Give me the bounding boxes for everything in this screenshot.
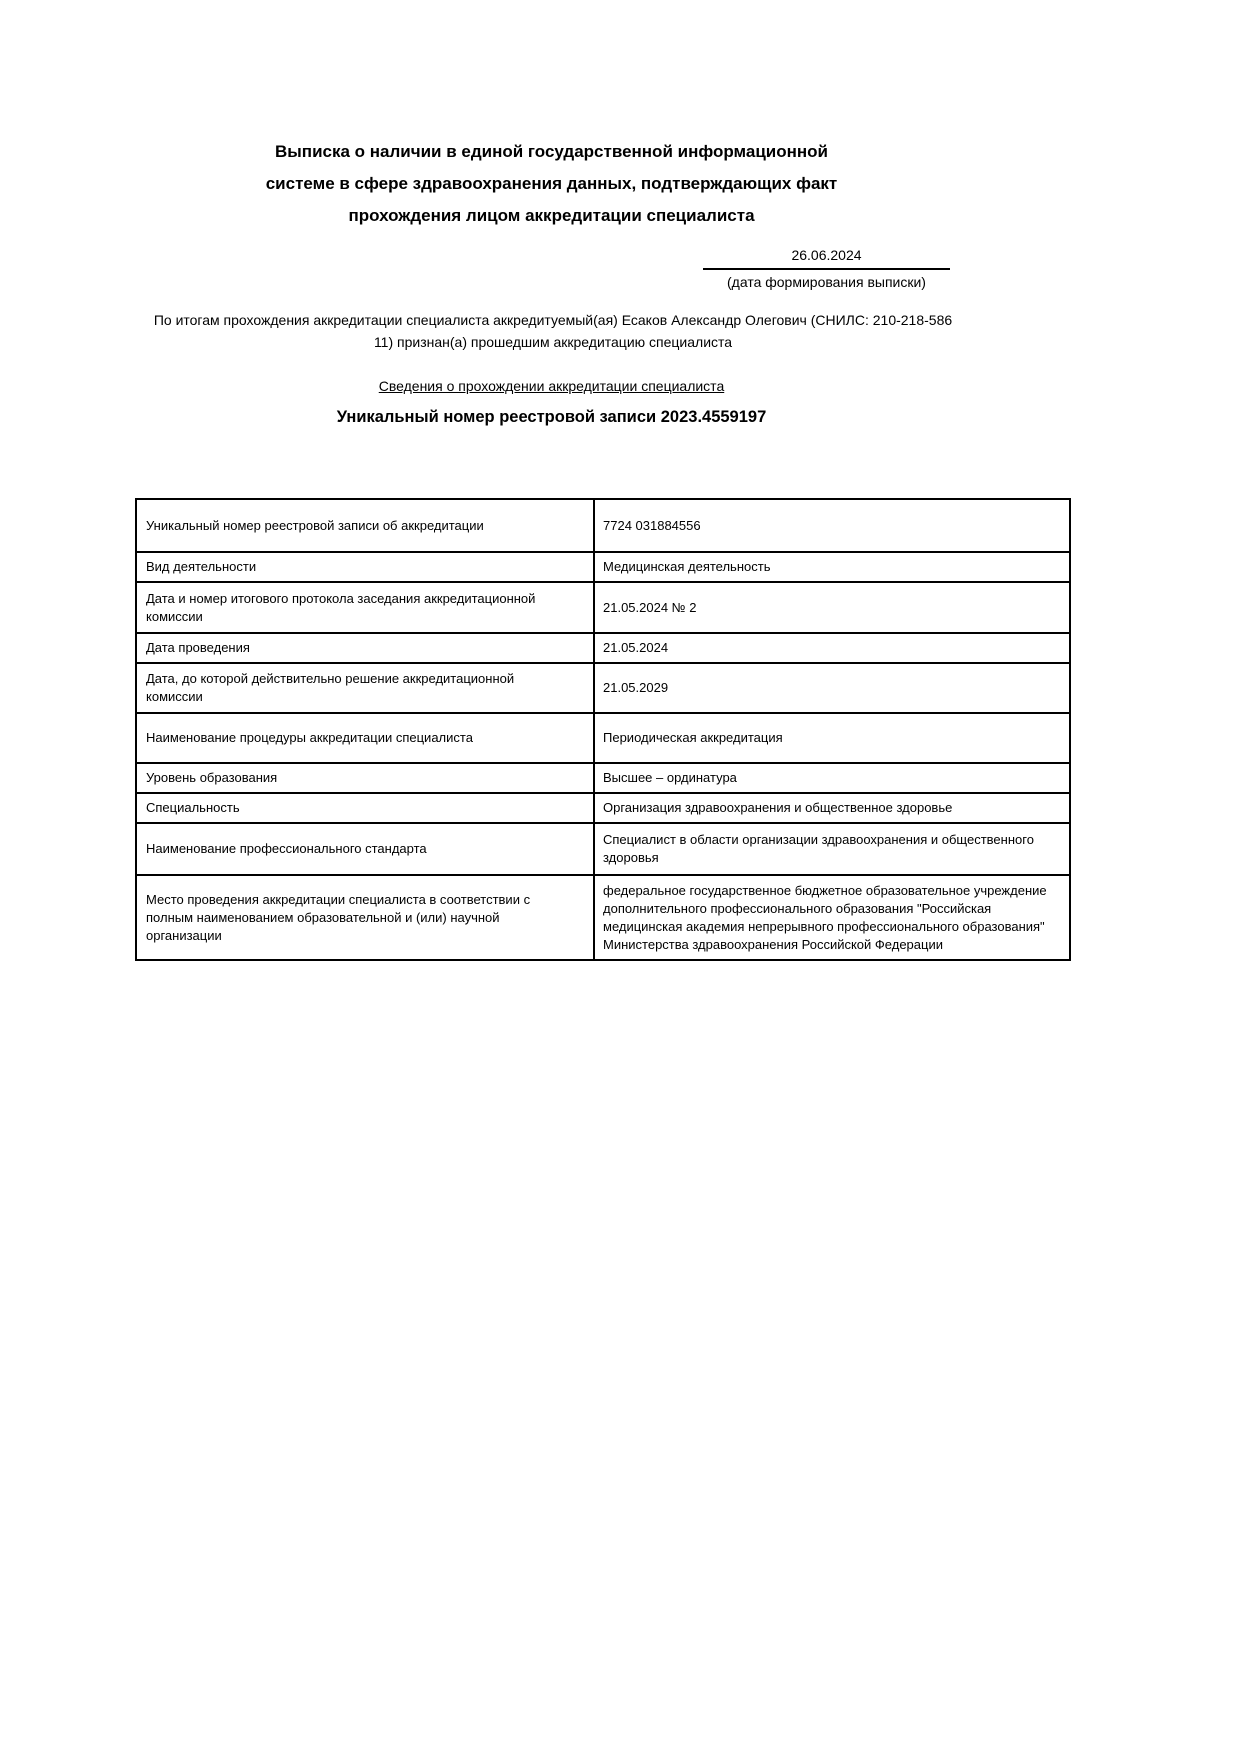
row-value-cell: 7724 031884556	[594, 499, 1070, 552]
table-row-valid-until	[136, 663, 1070, 713]
row-label-cell: Специальность	[136, 793, 594, 823]
row-value-cell: Организация здравоохранения и общественное здоровье	[594, 793, 1070, 823]
row-label-cell: Наименование профессионального стандарта	[136, 823, 594, 875]
row-label-cell: Дата и номер итогового протокола заседания аккредитационной комиссии	[136, 582, 594, 633]
table-row-specialty	[136, 793, 1070, 823]
row-value-cell: 21.05.2024 № 2	[594, 582, 1070, 633]
row-label-cell: Вид деятельности	[136, 552, 594, 582]
issue-date: 26.06.2024	[703, 246, 950, 270]
table-row-accreditation-place	[136, 875, 1070, 960]
row-label-cell: Уровень образования	[136, 763, 594, 793]
issue-date-block	[703, 246, 950, 291]
document-title-line-2: системе в сфере здравоохранения данных, подтверждающих факт	[265, 174, 838, 193]
table-row-registry-number	[136, 499, 1070, 552]
registry-number-heading: Уникальный номер реестровой записи 2023.4559197	[336, 408, 767, 426]
row-label-cell: Дата проведения	[136, 633, 594, 663]
table-row-education-level	[136, 763, 1070, 793]
document-title	[135, 136, 968, 232]
row-value-cell: Высшее – ординатура	[594, 763, 1070, 793]
row-value-cell: Специалист в области организации здравоохранения и общественного здоровья	[594, 823, 1070, 875]
accreditation-table	[135, 498, 1071, 961]
row-label-cell: Дата, до которой действительно решение аккредитационной комиссии	[136, 663, 594, 713]
row-label-cell: Наименование процедуры аккредитации специалиста	[136, 713, 594, 763]
row-label-cell: Уникальный номер реестровой записи об аккредитации	[136, 499, 594, 552]
table-row-protocol	[136, 582, 1070, 633]
issue-date-caption: (дата формирования выписки)	[727, 274, 926, 290]
row-value-cell: Периодическая аккредитация	[594, 713, 1070, 763]
document-title-line-1: Выписка о наличии в единой государственной информационной	[275, 142, 828, 161]
document-title-line-3: прохождения лицом аккредитации специалиста	[348, 206, 755, 225]
row-value-cell: Медицинская деятельность	[594, 552, 1070, 582]
row-value-cell: 21.05.2029	[594, 663, 1070, 713]
table-row-date-held	[136, 633, 1070, 663]
row-value-cell: 21.05.2024	[594, 633, 1070, 663]
table-row-procedure-name	[136, 713, 1070, 763]
row-value-cell: федеральное государственное бюджетное образовательное учреждение дополнительного профессионального образования "Российская медицинская академия непрерывного профессионального образования" Министерства здравоохранения Российской Федерации	[594, 875, 1070, 960]
table-row-professional-standard	[136, 823, 1070, 875]
section-heading: Сведения о прохождении аккредитации специалиста	[378, 378, 725, 394]
intro-paragraph: По итогам прохождения аккредитации специалиста аккредитуемый(ая) Есаков Александр Олегович (СНИЛС: 210-218-586 11) признан(а) прошедшим аккредитацию специалиста	[153, 312, 953, 350]
table-row-activity-type	[136, 552, 1070, 582]
row-label-cell: Место проведения аккредитации специалиста в соответствии с полным наименованием образовательной и (или) научной организации	[136, 875, 594, 960]
